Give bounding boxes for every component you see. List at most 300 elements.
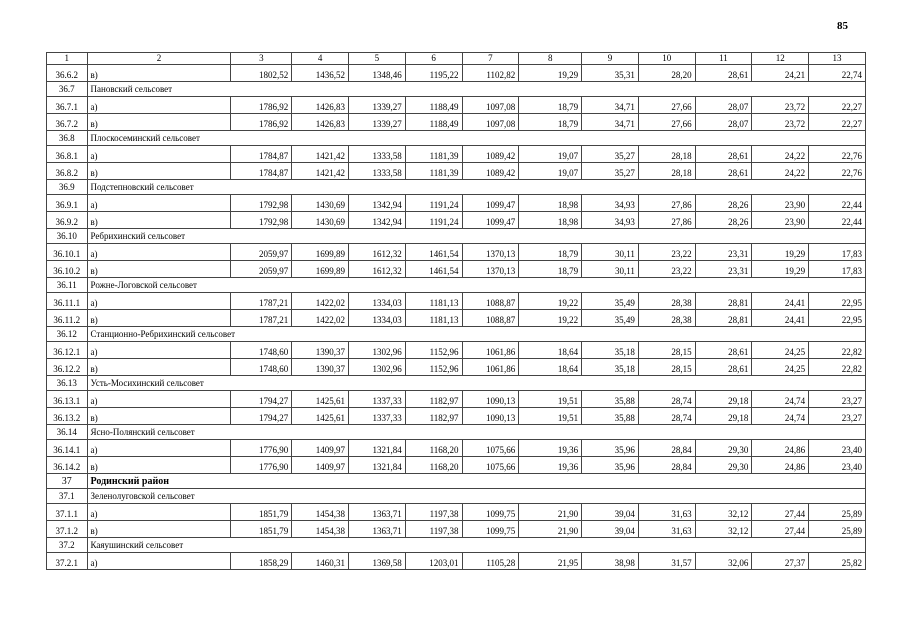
value-cell: 24,86 — [752, 440, 809, 457]
value-cell: 34,71 — [582, 114, 639, 131]
value-cell: 23,90 — [752, 212, 809, 229]
row-code: 37.1 — [47, 489, 88, 504]
value-cell: 1152,96 — [405, 359, 462, 376]
value-cell: 22,44 — [809, 195, 866, 212]
value-cell: 1454,38 — [292, 504, 349, 521]
value-cell: 34,71 — [582, 97, 639, 114]
value-cell: 28,61 — [695, 146, 752, 163]
value-cell: 1333,58 — [349, 163, 406, 180]
value-cell: 39,04 — [582, 521, 639, 538]
value-cell: 24,41 — [752, 310, 809, 327]
value-cell: 24,74 — [752, 408, 809, 425]
value-cell: 1090,13 — [462, 391, 519, 408]
value-cell: 28,74 — [638, 408, 695, 425]
row-label: в) — [87, 261, 231, 278]
value-cell: 19,51 — [519, 391, 582, 408]
value-cell: 23,27 — [809, 391, 866, 408]
row-code: 37 — [47, 474, 88, 489]
value-cell: 35,96 — [582, 440, 639, 457]
table-row — [47, 342, 866, 359]
column-number-header: 5 — [349, 53, 406, 65]
column-number-header: 1 — [47, 53, 88, 65]
value-cell: 19,51 — [519, 408, 582, 425]
value-cell: 29,30 — [695, 457, 752, 474]
section-title: Рожне-Логовской сельсовет — [87, 278, 865, 293]
column-number-header-row — [47, 53, 866, 65]
value-cell: 1858,29 — [231, 553, 292, 570]
value-cell: 1181,39 — [405, 163, 462, 180]
value-cell: 30,11 — [582, 261, 639, 278]
value-cell: 23,31 — [695, 244, 752, 261]
value-cell: 1342,94 — [349, 195, 406, 212]
value-cell: 1333,58 — [349, 146, 406, 163]
value-cell: 23,72 — [752, 97, 809, 114]
value-cell: 23,40 — [809, 457, 866, 474]
value-cell: 1089,42 — [462, 163, 519, 180]
value-cell: 28,07 — [695, 97, 752, 114]
value-cell: 1370,13 — [462, 261, 519, 278]
table-row — [47, 359, 866, 376]
value-cell: 28,20 — [638, 65, 695, 82]
value-cell: 18,79 — [519, 244, 582, 261]
column-number-header: 2 — [87, 53, 231, 65]
value-cell: 1461,54 — [405, 244, 462, 261]
value-cell: 18,64 — [519, 359, 582, 376]
table-row — [47, 114, 866, 131]
value-cell: 1776,90 — [231, 440, 292, 457]
row-code: 36.10.2 — [47, 261, 88, 278]
value-cell: 32,12 — [695, 521, 752, 538]
row-label: а) — [87, 391, 231, 408]
value-cell: 24,41 — [752, 293, 809, 310]
value-cell: 28,07 — [695, 114, 752, 131]
row-label: в) — [87, 359, 231, 376]
value-cell: 30,11 — [582, 244, 639, 261]
value-cell: 1851,79 — [231, 504, 292, 521]
value-cell: 1699,89 — [292, 244, 349, 261]
settlement-header-row — [47, 425, 866, 440]
column-number-header: 7 — [462, 53, 519, 65]
value-cell: 1337,33 — [349, 391, 406, 408]
settlement-header-row — [47, 489, 866, 504]
row-label: а) — [87, 293, 231, 310]
value-cell: 28,18 — [638, 146, 695, 163]
value-cell: 24,25 — [752, 359, 809, 376]
value-cell: 22,95 — [809, 293, 866, 310]
settlement-header-row — [47, 376, 866, 391]
value-cell: 1168,20 — [405, 457, 462, 474]
value-cell: 23,40 — [809, 440, 866, 457]
value-cell: 19,22 — [519, 310, 582, 327]
table-row — [47, 65, 866, 82]
value-cell: 1787,21 — [231, 293, 292, 310]
value-cell: 22,82 — [809, 359, 866, 376]
table-row — [47, 457, 866, 474]
value-cell: 1088,87 — [462, 310, 519, 327]
value-cell: 1334,03 — [349, 293, 406, 310]
page-number: 85 — [837, 20, 848, 32]
table-row — [47, 504, 866, 521]
value-cell: 1436,52 — [292, 65, 349, 82]
value-cell: 28,61 — [695, 342, 752, 359]
row-label: а) — [87, 440, 231, 457]
row-code: 37.1.2 — [47, 521, 88, 538]
value-cell: 28,38 — [638, 293, 695, 310]
value-cell: 18,79 — [519, 261, 582, 278]
value-cell: 35,18 — [582, 359, 639, 376]
value-cell: 1426,83 — [292, 114, 349, 131]
value-cell: 35,18 — [582, 342, 639, 359]
row-label: в) — [87, 163, 231, 180]
section-title: Зеленолуговской сельсовет — [87, 489, 865, 504]
table-row — [47, 244, 866, 261]
value-cell: 1784,87 — [231, 163, 292, 180]
row-label: а) — [87, 342, 231, 359]
value-cell: 27,66 — [638, 97, 695, 114]
value-cell: 29,18 — [695, 391, 752, 408]
value-cell: 18,98 — [519, 212, 582, 229]
row-label: в) — [87, 408, 231, 425]
row-code: 37.1.1 — [47, 504, 88, 521]
section-title: Усть-Мосихинский сельсовет — [87, 376, 865, 391]
row-code: 36.12 — [47, 327, 88, 342]
value-cell: 18,79 — [519, 97, 582, 114]
value-cell: 1792,98 — [231, 195, 292, 212]
value-cell: 1099,75 — [462, 504, 519, 521]
value-cell: 35,31 — [582, 65, 639, 82]
value-cell: 35,27 — [582, 146, 639, 163]
value-cell: 32,06 — [695, 553, 752, 570]
value-cell: 1851,79 — [231, 521, 292, 538]
table-row — [47, 261, 866, 278]
value-cell: 1191,24 — [405, 212, 462, 229]
value-cell: 27,86 — [638, 212, 695, 229]
row-label: а) — [87, 244, 231, 261]
value-cell: 31,57 — [638, 553, 695, 570]
value-cell: 1339,27 — [349, 114, 406, 131]
column-number-header: 4 — [292, 53, 349, 65]
value-cell: 27,44 — [752, 504, 809, 521]
value-cell: 24,22 — [752, 163, 809, 180]
value-cell: 1370,13 — [462, 244, 519, 261]
value-cell: 27,86 — [638, 195, 695, 212]
value-cell: 18,98 — [519, 195, 582, 212]
row-label: а) — [87, 195, 231, 212]
value-cell: 1363,71 — [349, 521, 406, 538]
value-cell: 1454,38 — [292, 521, 349, 538]
value-cell: 18,64 — [519, 342, 582, 359]
value-cell: 19,07 — [519, 146, 582, 163]
table-row — [47, 521, 866, 538]
row-code: 36.12.2 — [47, 359, 88, 376]
row-label: в) — [87, 212, 231, 229]
value-cell: 19,29 — [752, 244, 809, 261]
settlement-header-row — [47, 82, 866, 97]
value-cell: 1421,42 — [292, 163, 349, 180]
value-cell: 1339,27 — [349, 97, 406, 114]
value-cell: 31,63 — [638, 521, 695, 538]
value-cell: 1426,83 — [292, 97, 349, 114]
value-cell: 1195,22 — [405, 65, 462, 82]
table-row — [47, 391, 866, 408]
value-cell: 28,81 — [695, 293, 752, 310]
value-cell: 1099,47 — [462, 195, 519, 212]
row-code: 36.7.2 — [47, 114, 88, 131]
value-cell: 34,93 — [582, 195, 639, 212]
row-code: 36.7.1 — [47, 97, 88, 114]
value-cell: 22,44 — [809, 212, 866, 229]
value-cell: 1181,13 — [405, 310, 462, 327]
value-cell: 1061,86 — [462, 359, 519, 376]
value-cell: 29,30 — [695, 440, 752, 457]
value-cell: 1061,86 — [462, 342, 519, 359]
value-cell: 1152,96 — [405, 342, 462, 359]
value-cell: 1342,94 — [349, 212, 406, 229]
value-cell: 1390,37 — [292, 342, 349, 359]
value-cell: 1784,87 — [231, 146, 292, 163]
value-cell: 27,37 — [752, 553, 809, 570]
settlement-header-row — [47, 327, 866, 342]
value-cell: 28,15 — [638, 342, 695, 359]
column-number-header: 8 — [519, 53, 582, 65]
table-row — [47, 97, 866, 114]
value-cell: 1337,33 — [349, 408, 406, 425]
value-cell: 17,83 — [809, 244, 866, 261]
row-code: 36.13 — [47, 376, 88, 391]
row-label: в) — [87, 114, 231, 131]
value-cell: 1197,38 — [405, 504, 462, 521]
section-title: Ребрихинский сельсовет — [87, 229, 865, 244]
value-cell: 17,83 — [809, 261, 866, 278]
value-cell: 23,27 — [809, 408, 866, 425]
value-cell: 24,25 — [752, 342, 809, 359]
value-cell: 24,21 — [752, 65, 809, 82]
value-cell: 2059,97 — [231, 261, 292, 278]
value-cell: 1786,92 — [231, 97, 292, 114]
value-cell: 2059,97 — [231, 244, 292, 261]
value-cell: 1612,32 — [349, 244, 406, 261]
column-number-header: 10 — [638, 53, 695, 65]
tariff-table — [46, 52, 866, 570]
value-cell: 1191,24 — [405, 195, 462, 212]
value-cell: 19,22 — [519, 293, 582, 310]
value-cell: 1188,49 — [405, 97, 462, 114]
row-label: а) — [87, 146, 231, 163]
row-code: 37.2 — [47, 538, 88, 553]
row-code: 36.11.1 — [47, 293, 88, 310]
value-cell: 1321,84 — [349, 440, 406, 457]
section-title: Станционно-Ребрихинский сельсовет — [87, 327, 865, 342]
row-code: 36.13.1 — [47, 391, 88, 408]
row-code: 36.13.2 — [47, 408, 88, 425]
value-cell: 19,29 — [519, 65, 582, 82]
value-cell: 1430,69 — [292, 212, 349, 229]
value-cell: 1321,84 — [349, 457, 406, 474]
value-cell: 1802,52 — [231, 65, 292, 82]
table-row — [47, 553, 866, 570]
row-code: 36.6.2 — [47, 65, 88, 82]
row-label: в) — [87, 457, 231, 474]
value-cell: 22,27 — [809, 114, 866, 131]
value-cell: 22,82 — [809, 342, 866, 359]
value-cell: 1369,58 — [349, 553, 406, 570]
section-title: Ясно-Полянский сельсовет — [87, 425, 865, 440]
value-cell: 1075,66 — [462, 457, 519, 474]
column-number-header: 13 — [809, 53, 866, 65]
value-cell: 1748,60 — [231, 359, 292, 376]
value-cell: 28,38 — [638, 310, 695, 327]
value-cell: 39,04 — [582, 504, 639, 521]
value-cell: 28,26 — [695, 195, 752, 212]
value-cell: 24,86 — [752, 457, 809, 474]
value-cell: 1421,42 — [292, 146, 349, 163]
value-cell: 23,31 — [695, 261, 752, 278]
value-cell: 28,81 — [695, 310, 752, 327]
row-code: 36.12.1 — [47, 342, 88, 359]
value-cell: 22,76 — [809, 146, 866, 163]
value-cell: 19,07 — [519, 163, 582, 180]
row-label: а) — [87, 504, 231, 521]
column-number-header: 11 — [695, 53, 752, 65]
value-cell: 28,61 — [695, 65, 752, 82]
value-cell: 24,22 — [752, 146, 809, 163]
value-cell: 23,22 — [638, 261, 695, 278]
row-code: 36.14 — [47, 425, 88, 440]
row-code: 36.14.1 — [47, 440, 88, 457]
row-label: а) — [87, 553, 231, 570]
section-title: Каяушинский сельсовет — [87, 538, 865, 553]
value-cell: 35,88 — [582, 408, 639, 425]
value-cell: 1182,97 — [405, 391, 462, 408]
value-cell: 21,90 — [519, 504, 582, 521]
value-cell: 35,96 — [582, 457, 639, 474]
table-row — [47, 440, 866, 457]
settlement-header-row — [47, 538, 866, 553]
table-row — [47, 163, 866, 180]
value-cell: 24,74 — [752, 391, 809, 408]
value-cell: 19,36 — [519, 440, 582, 457]
value-cell: 35,49 — [582, 310, 639, 327]
row-code: 36.14.2 — [47, 457, 88, 474]
value-cell: 1425,61 — [292, 408, 349, 425]
value-cell: 1792,98 — [231, 212, 292, 229]
value-cell: 28,84 — [638, 440, 695, 457]
table-row — [47, 212, 866, 229]
value-cell: 1748,60 — [231, 342, 292, 359]
row-code: 36.11 — [47, 278, 88, 293]
value-cell: 1097,08 — [462, 97, 519, 114]
row-code: 37.2.1 — [47, 553, 88, 570]
table-row — [47, 195, 866, 212]
value-cell: 1422,02 — [292, 293, 349, 310]
value-cell: 1787,21 — [231, 310, 292, 327]
value-cell: 28,61 — [695, 163, 752, 180]
column-number-header: 3 — [231, 53, 292, 65]
value-cell: 1363,71 — [349, 504, 406, 521]
value-cell: 31,63 — [638, 504, 695, 521]
value-cell: 22,27 — [809, 97, 866, 114]
value-cell: 19,29 — [752, 261, 809, 278]
value-cell: 1075,66 — [462, 440, 519, 457]
row-code: 36.9 — [47, 180, 88, 195]
table-row — [47, 408, 866, 425]
value-cell: 28,61 — [695, 359, 752, 376]
row-code: 36.10 — [47, 229, 88, 244]
value-cell: 1099,47 — [462, 212, 519, 229]
row-code: 36.9.1 — [47, 195, 88, 212]
row-code: 36.7 — [47, 82, 88, 97]
table-row — [47, 146, 866, 163]
value-cell: 28,74 — [638, 391, 695, 408]
row-label: в) — [87, 65, 231, 82]
district-header-row — [47, 474, 866, 489]
value-cell: 1102,82 — [462, 65, 519, 82]
value-cell: 29,18 — [695, 408, 752, 425]
table-row — [47, 310, 866, 327]
value-cell: 1090,13 — [462, 408, 519, 425]
row-code: 36.11.2 — [47, 310, 88, 327]
value-cell: 1612,32 — [349, 261, 406, 278]
column-number-header: 9 — [582, 53, 639, 65]
value-cell: 1776,90 — [231, 457, 292, 474]
section-title: Родинский район — [87, 474, 865, 489]
value-cell: 22,74 — [809, 65, 866, 82]
section-title: Подстепновский сельсовет — [87, 180, 865, 195]
value-cell: 38,98 — [582, 553, 639, 570]
value-cell: 1794,27 — [231, 408, 292, 425]
value-cell: 1422,02 — [292, 310, 349, 327]
value-cell: 1794,27 — [231, 391, 292, 408]
value-cell: 18,79 — [519, 114, 582, 131]
value-cell: 21,95 — [519, 553, 582, 570]
value-cell: 1181,39 — [405, 146, 462, 163]
value-cell: 35,27 — [582, 163, 639, 180]
value-cell: 1099,75 — [462, 521, 519, 538]
settlement-header-row — [47, 229, 866, 244]
value-cell: 35,49 — [582, 293, 639, 310]
value-cell: 1203,01 — [405, 553, 462, 570]
value-cell: 1302,96 — [349, 342, 406, 359]
settlement-header-row — [47, 180, 866, 195]
value-cell: 1088,87 — [462, 293, 519, 310]
value-cell: 32,12 — [695, 504, 752, 521]
value-cell: 22,76 — [809, 163, 866, 180]
column-number-header: 12 — [752, 53, 809, 65]
value-cell: 35,88 — [582, 391, 639, 408]
row-code: 36.10.1 — [47, 244, 88, 261]
settlement-header-row — [47, 131, 866, 146]
value-cell: 1197,38 — [405, 521, 462, 538]
value-cell: 19,36 — [519, 457, 582, 474]
value-cell: 25,82 — [809, 553, 866, 570]
value-cell: 28,26 — [695, 212, 752, 229]
value-cell: 1168,20 — [405, 440, 462, 457]
value-cell: 1188,49 — [405, 114, 462, 131]
column-number-header: 6 — [405, 53, 462, 65]
section-title: Плоскосеминский сельсовет — [87, 131, 865, 146]
value-cell: 28,18 — [638, 163, 695, 180]
value-cell: 27,44 — [752, 521, 809, 538]
value-cell: 28,84 — [638, 457, 695, 474]
value-cell: 1786,92 — [231, 114, 292, 131]
section-title: Пановский сельсовет — [87, 82, 865, 97]
value-cell: 1182,97 — [405, 408, 462, 425]
value-cell: 1089,42 — [462, 146, 519, 163]
value-cell: 1302,96 — [349, 359, 406, 376]
value-cell: 23,72 — [752, 114, 809, 131]
value-cell: 1334,03 — [349, 310, 406, 327]
row-label: в) — [87, 310, 231, 327]
